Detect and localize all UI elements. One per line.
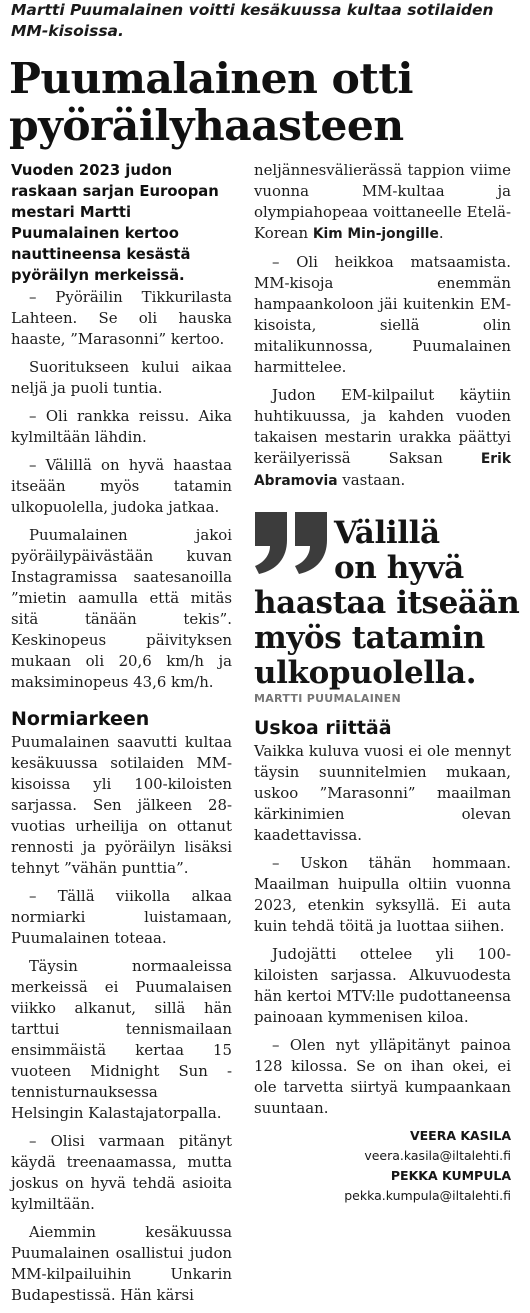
pull-quote-line: haastaa itseään — [254, 585, 520, 621]
paragraph — [254, 160, 511, 245]
paragraph: Puumalainen jakoi pyöräilypäivästään kuvan Instagramissa saatesanoilla ”mietin aamulla että mitäs sitä tänään tekis”. Keskinopeus päivityksen mukaan oli 20,6 km/h ja maksiminopeus 43,6 km/h. — [11, 526, 232, 691]
pull-quote — [254, 514, 520, 705]
paragraph: Täysin normaaleissa merkeissä ei Puumalaisen viikko alkanut, sillä hän tarttui tennismailaan ensimmäistä kertaa 15 vuoteen Midnight Sun -tennisturnauksessa Helsingin Kalastajatorpalla. — [11, 957, 232, 1122]
author-name: PEKKA KUMPULA — [390, 1168, 511, 1183]
pull-quote-source: MARTTI PUUMALAINEN — [254, 692, 401, 705]
paragraph: – Oli rankka reissu. Aika kylmiltään lähdin. — [11, 407, 232, 446]
paragraph: Aiemmin kesäkuussa Puumalainen osallistui judon MM-kilpailuihin Unkarin Budapestissä. Hän kärsi — [11, 1223, 232, 1304]
pull-quote-line: on hyvä — [334, 550, 464, 586]
paragraph-text: . — [438, 224, 444, 242]
paragraph: Vaikka kuluva vuosi ei ole mennyt täysin suunnitelmien mukaan, uskoo ”Marasonni” maailman kärkinimien olevan kaadettavissa. — [254, 742, 511, 844]
article-lead: Vuoden 2023 judon raskaan sarjan Euroopan mestari Martti Puumalainen kertoo nauttineensa kesästä pyöräilyn merkeissä. — [11, 162, 219, 284]
person-name: Kim Min-jongille — [312, 226, 439, 242]
paragraph-text: neljännesvälierässä tappion viime vuonna MM-kultaa ja olympiahopeaa voittaneelle Etelä-Korean — [254, 161, 511, 242]
author-email[interactable]: pekka.kumpula@iltalehti.fi — [344, 1188, 511, 1203]
paragraph: – Oli heikkoa matsaamista. MM-kisoja enemmän hampaankoloon jäi kuitenkin EM-kisoista, siellä olin mitalikunnossa, Puumalainen harmittelee. — [254, 253, 511, 376]
paragraph: – Uskon tähän hommaan. Maailman huipulla oltiin vuonna 2023, etenkin syksyllä. Ei auta kuin tehdä töitä ja luottaa siihen. — [254, 854, 511, 935]
pull-quote-line: Välillä — [334, 515, 440, 551]
article-column-left — [11, 160, 232, 1313]
article-headline: Puumalainen otti pyöräilyhaasteen — [9, 54, 413, 151]
person-name: Erik Abramovia — [254, 451, 511, 489]
byline — [254, 1126, 511, 1206]
paragraph: – Olen nyt ylläpitänyt painoa 128 kilossa. Se on ihan okei, ei ole tarvetta siirtyä kumpaankaan suuntaan. — [254, 1036, 511, 1117]
article-kicker: Martti Puumalainen voitti kesäkuussa kultaa sotilaiden MM-kisoissa. — [11, 1, 494, 40]
paragraph: Suoritukseen kului aikaa neljä ja puoli tuntia. — [11, 358, 232, 397]
author-email[interactable]: veera.kasila@iltalehti.fi — [364, 1148, 511, 1163]
subheading-uskoa-riittaa: Uskoa riittää — [254, 717, 392, 739]
paragraph: – Tällä viikolla alkaa normiarki luistamaan, Puumalainen toteaa. — [11, 887, 232, 947]
paragraph: – Pyöräilin Tikkurilasta Lahteen. Se oli hauska haaste, ”Marasonni” kertoo. — [11, 288, 232, 348]
paragraph: – Välillä on hyvä haastaa itseään myös tatamin ulkopuolella, judoka jatkaa. — [11, 456, 232, 516]
subheading-normiarkeen: Normiarkeen — [11, 708, 150, 730]
author-name: VEERA KASILA — [409, 1128, 511, 1143]
paragraph-text: vastaan. — [342, 471, 406, 489]
pull-quote-text — [254, 515, 520, 691]
paragraph: Judojätti ottelee yli 100-kiloisten sarjassa. Alkuvuodesta hän kertoi MTV:lle pudottaneensa painoaan kymmenisen kiloa. — [254, 945, 511, 1026]
pull-quote-line: myös tatamin — [254, 620, 485, 656]
pull-quote-line: ulkopuolella. — [254, 655, 477, 691]
article-column-right — [254, 160, 520, 1206]
paragraph — [254, 385, 511, 492]
paragraph-text: Judon EM-kilpailut käytiin huhtikuussa, ja kahden vuoden takaisen mestarin urakka päättyi keräilyerissä Saksan — [254, 386, 511, 467]
paragraph: Puumalainen saavutti kultaa kesäkuussa sotilaiden MM-kisoissa yli 100-kiloisten sarjassa. Sen jälkeen 28-vuotias urheilija on ottanut rennosti ja pyöräilyn lisäksi tehnyt ”vähän punttia”. — [11, 733, 232, 877]
paragraph: – Olisi varmaan pitänyt käydä treenaamassa, mutta joskus on hyvä tehdä asioita kylmiltään. — [11, 1132, 232, 1213]
